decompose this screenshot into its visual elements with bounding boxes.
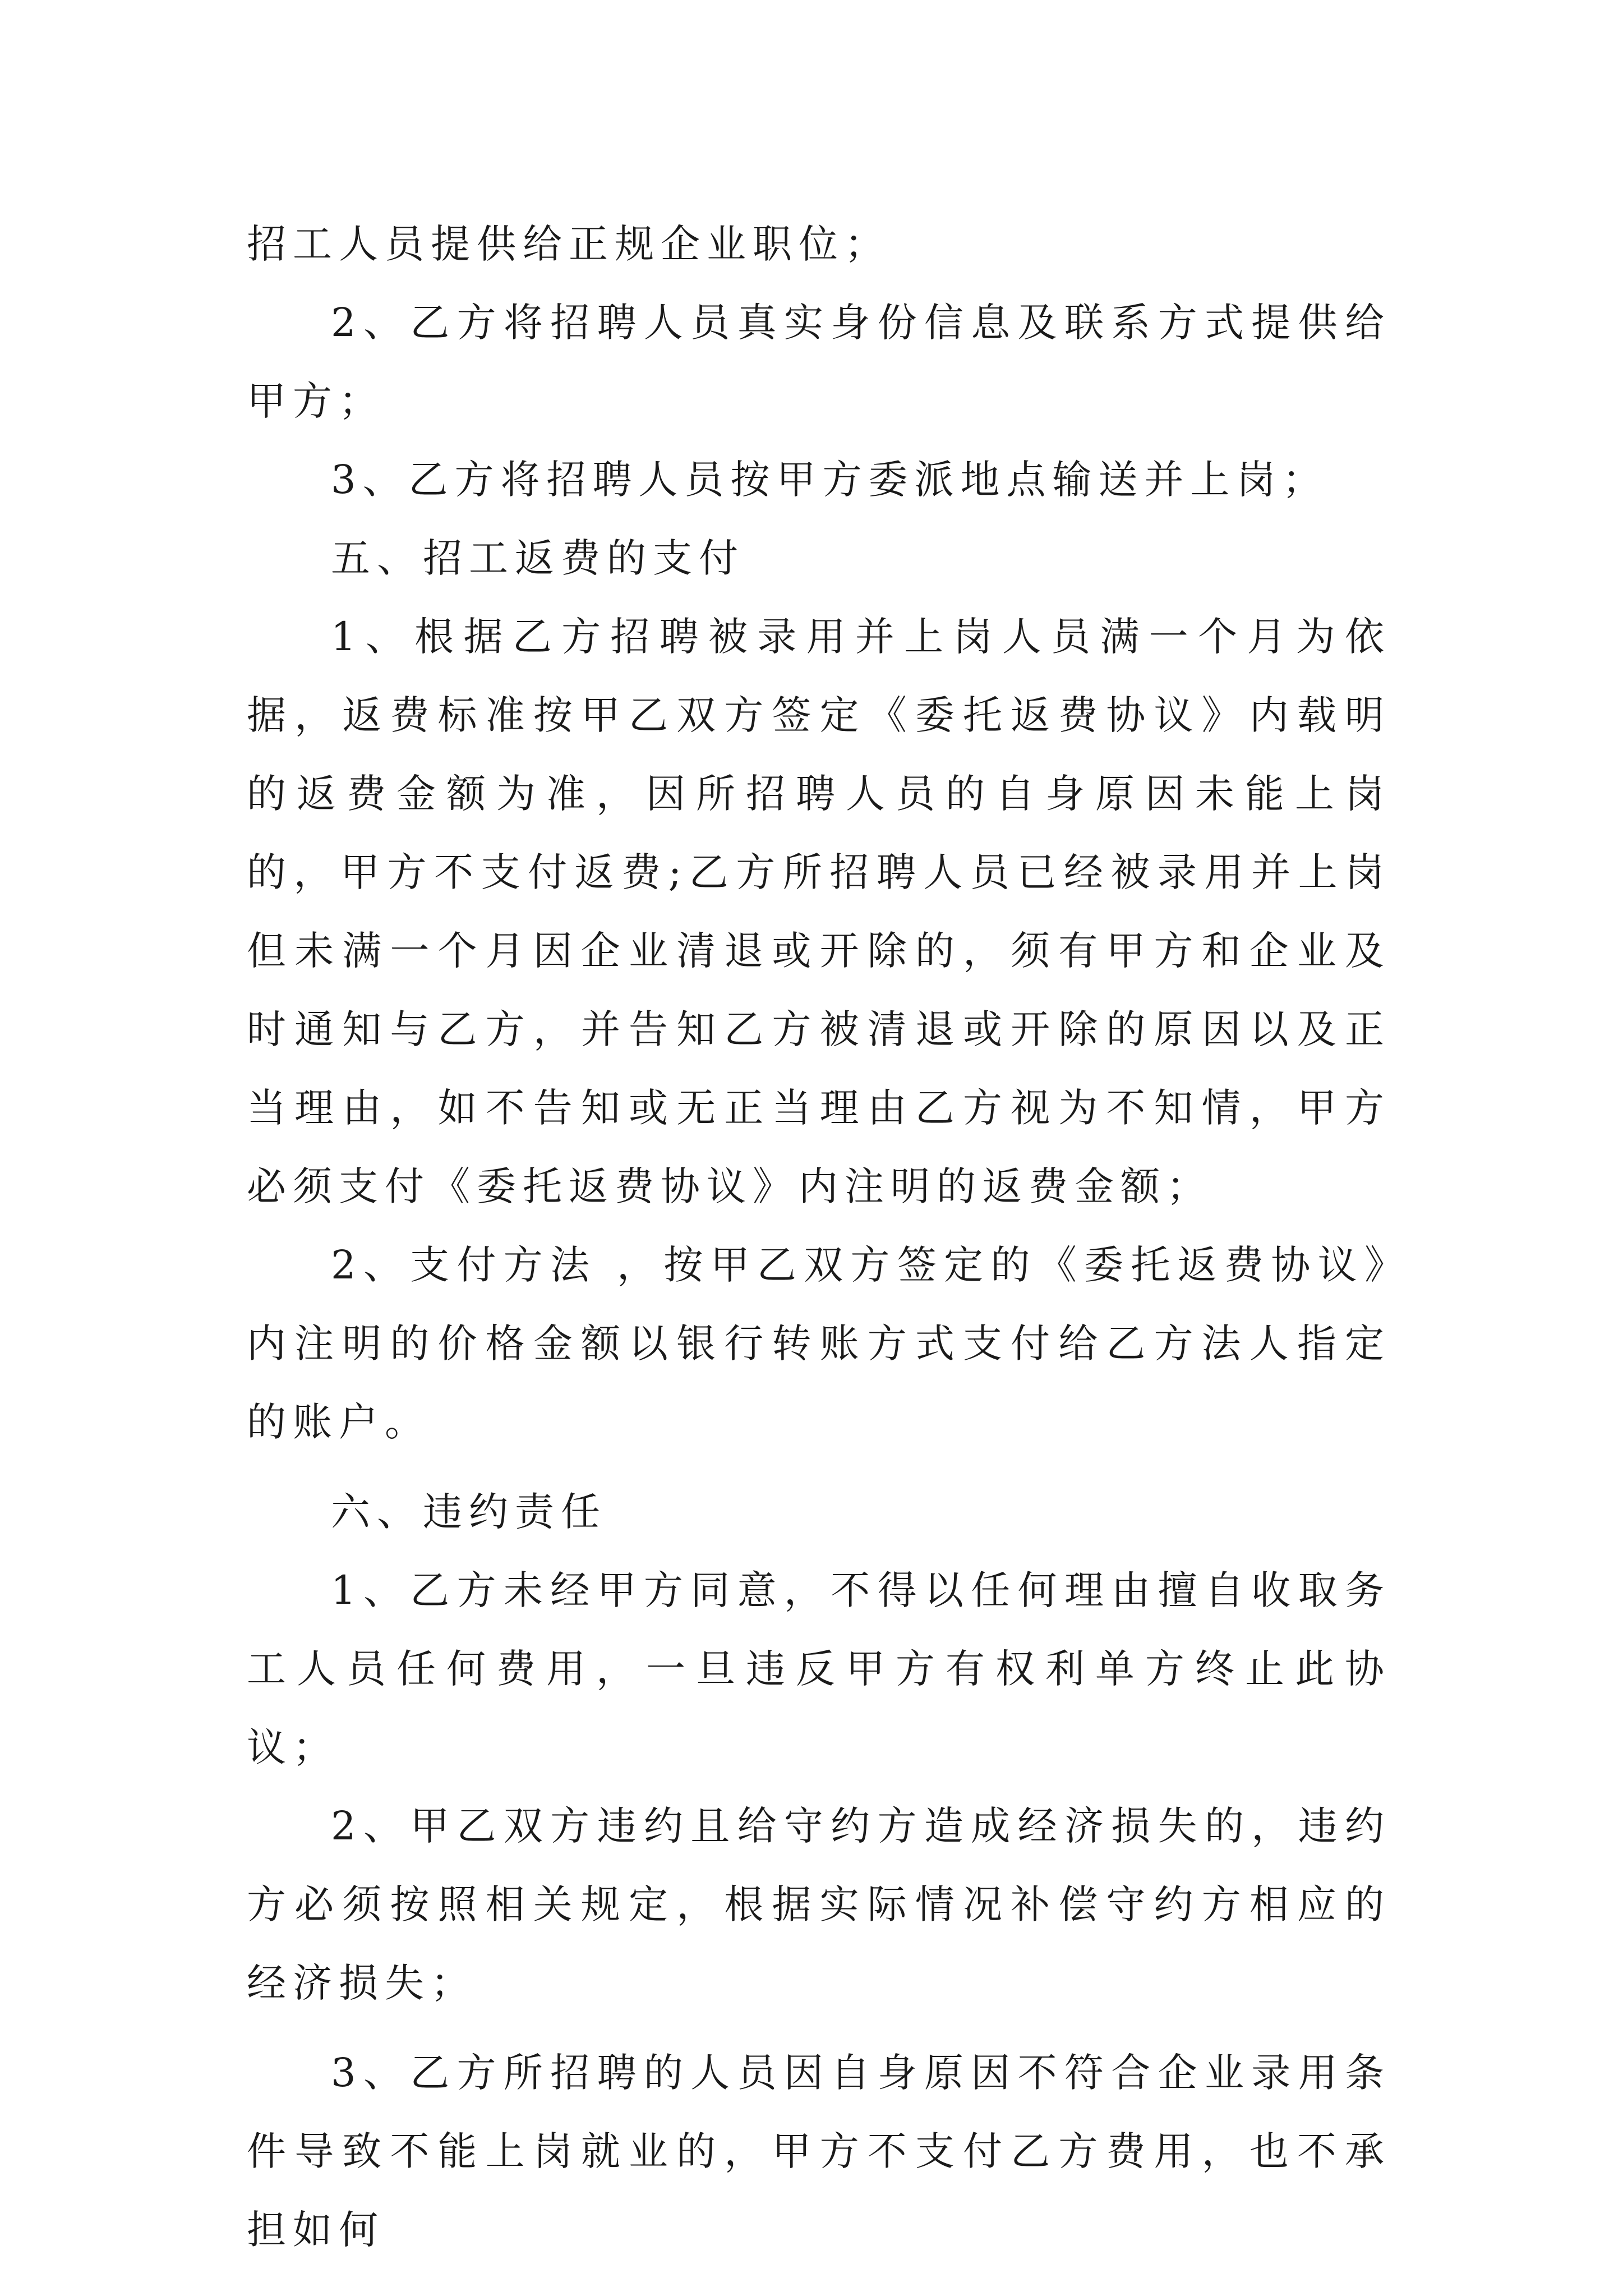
section-heading-6: 六、违约责任 bbox=[331, 1489, 607, 1535]
paragraph-clause-6-3: 3、乙方所招聘的人员因自身原因不符合企业录用条件导致不能上岗就业的，甲方不支付乙方费用，也不承担如何 bbox=[247, 2050, 1391, 2253]
section-heading-5: 五、招工返费的支付 bbox=[331, 535, 745, 581]
paragraph-continuation: 招工人员提供给正规企业职位； bbox=[247, 221, 891, 267]
document-body bbox=[247, 205, 1391, 2269]
paragraph-clause-6-1: 1、乙方未经甲方同意，不得以任何理由擅自收取务工人员任何费用，一旦违反甲方有权利单方终止此协议； bbox=[247, 1567, 1391, 1770]
paragraph-clause-4-3: 3、乙方将招聘人员按甲方委派地点输送并上岗； bbox=[331, 457, 1329, 503]
paragraph-clause-6-2: 2、甲乙双方违约且给守约方造成经济损失的，违约方必须按照相关规定，根据实际情况补偿守约方相应的经济损失； bbox=[247, 1803, 1391, 2006]
paragraph-clause-5-1: 1、根据乙方招聘被录用并上岗人员满一个月为依据，返费标准按甲乙双方签定《委托返费协议》内载明的返费金额为准，因所招聘人员的自身原因未能上岗的，甲方不支付返费;乙方所招聘人员已经被录用并上岗但未满一个月因企业清退或开除的，须有甲方和企业及时通知与乙方，并告知乙方被清退或开除的原因以及正当理由，如不告知或无正当理由乙方视为不知情，甲方必须支付《委托返费协议》内注明的返费金额； bbox=[247, 614, 1391, 1209]
paragraph-clause-5-2: 2、支付方法 ，按甲乙双方签定的《委托返费协议》内注明的价格金额以银行转账方式支付给乙方法人指定的账户。 bbox=[247, 1242, 1391, 1445]
paragraph-clause-4-2: 2、乙方将招聘人员真实身份信息及联系方式提供给甲方； bbox=[247, 300, 1391, 424]
